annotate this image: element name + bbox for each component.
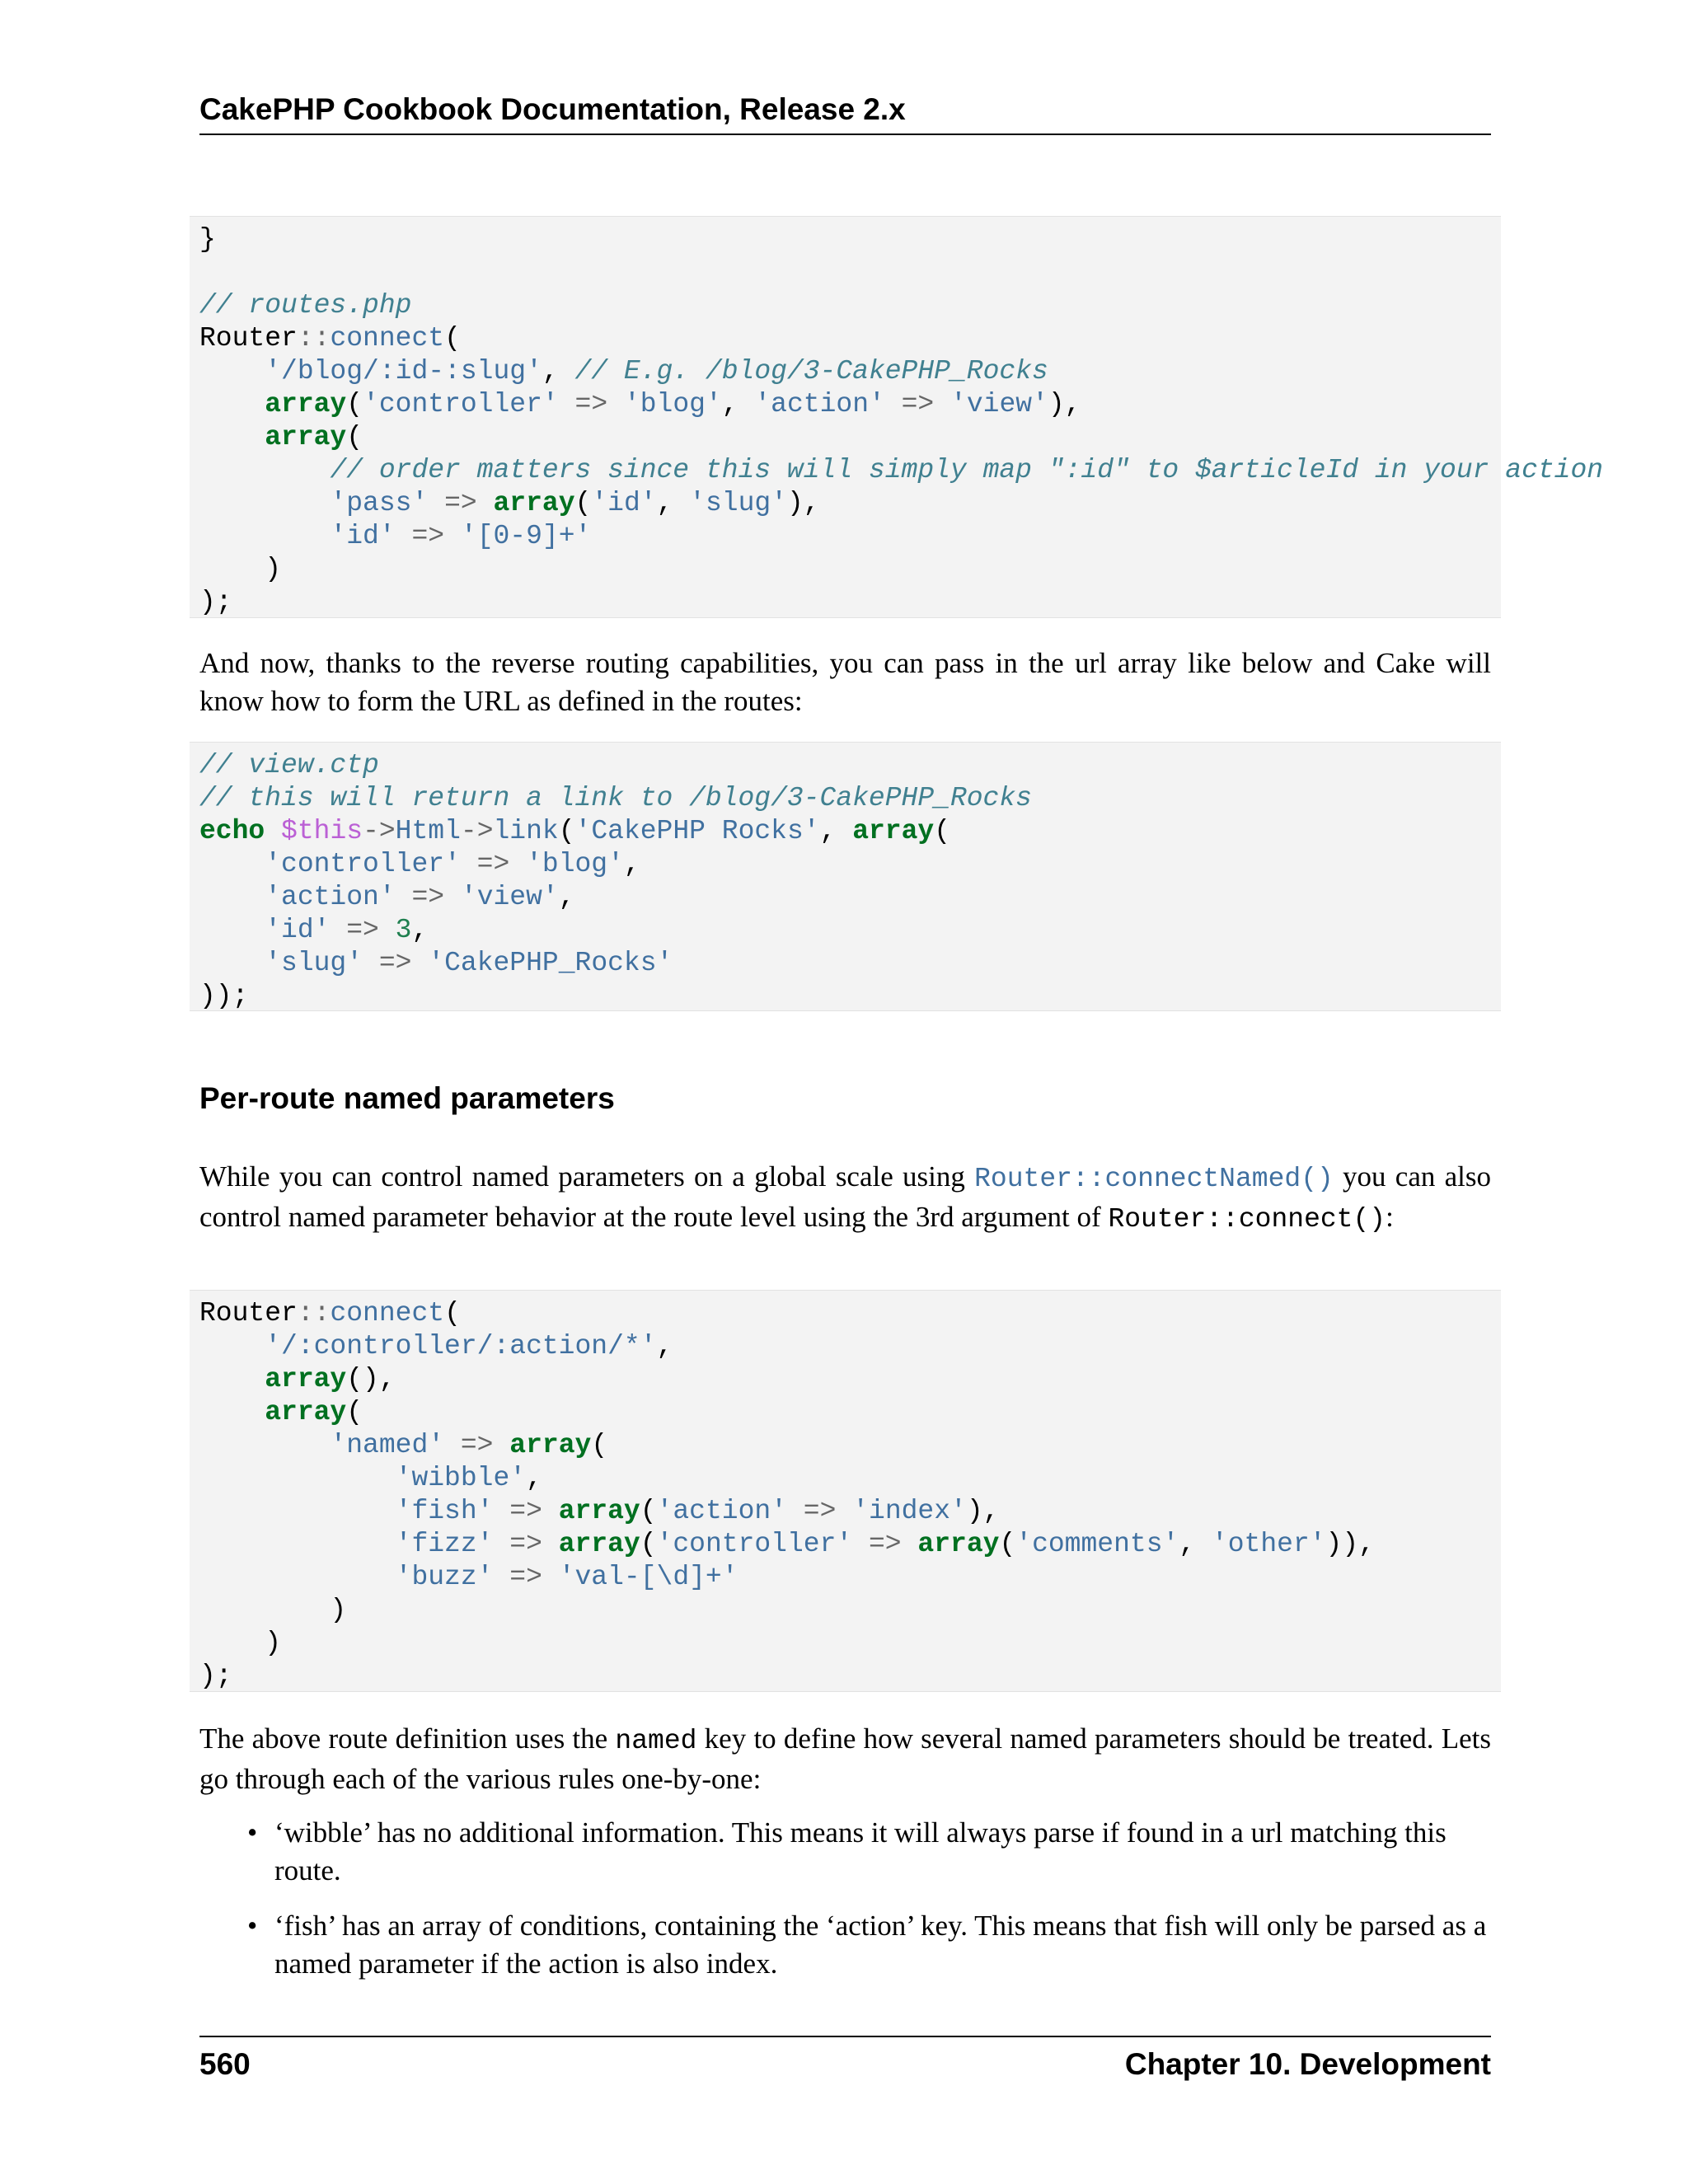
code-token: 'blog' (623, 389, 722, 419)
code-token: , (819, 816, 853, 846)
chapter-title: Chapter 10. Development (1124, 2047, 1491, 2081)
code-token: array (917, 1529, 1000, 1559)
code-line (199, 749, 1501, 782)
code-token (330, 915, 346, 945)
code-token: connect (330, 1298, 445, 1329)
code-line (199, 881, 1501, 914)
code-line (199, 782, 1501, 815)
code-token: :: (297, 323, 331, 354)
code-token: link (493, 816, 559, 846)
code-token (902, 1529, 918, 1559)
code-token (836, 1496, 852, 1526)
code-token: 'blog' (526, 849, 624, 879)
code-token: array (852, 816, 935, 846)
code-token: } (199, 224, 216, 255)
code-line (199, 586, 1501, 619)
code-token (199, 1430, 330, 1460)
code-token: Router (199, 1298, 298, 1329)
code-token: 'action' (656, 1496, 787, 1526)
code-token: array (493, 488, 575, 518)
code-token: , (656, 488, 690, 518)
paragraph-named-key (199, 1720, 1491, 1798)
code-token: )); (199, 981, 249, 1011)
code-block-routes (190, 216, 1604, 618)
code-line (199, 388, 1501, 421)
code-token: 'view' (460, 882, 559, 912)
code-token: => (901, 389, 935, 419)
code-token: 'fizz' (395, 1529, 494, 1559)
code-line (199, 322, 1501, 355)
code-token: ), (787, 488, 820, 518)
code-line (199, 1396, 1501, 1429)
code-token: , (558, 882, 575, 912)
code-token: , (1179, 1529, 1212, 1559)
code-token (396, 882, 412, 912)
code-token (199, 521, 330, 551)
footer-rule (199, 2036, 1491, 2037)
code-token: 'pass' (330, 488, 429, 518)
code-token (493, 1430, 509, 1460)
code-line (199, 1297, 1501, 1330)
code-token (542, 1529, 559, 1559)
code-line (199, 1330, 1501, 1363)
code-line (199, 848, 1501, 881)
code-token (199, 1364, 265, 1394)
inline-code: Router::connect() (1108, 1204, 1386, 1235)
text: The above route definition uses the (199, 1722, 616, 1755)
code-line (199, 1495, 1501, 1528)
code-token (493, 1496, 509, 1526)
code-token (199, 389, 265, 419)
code-token (542, 1562, 559, 1592)
code-token: , (526, 1463, 542, 1493)
code-token (199, 849, 265, 879)
list-item-text: ‘wibble’ has no additional information. This means it will always parse if found in a url matching this route. (274, 1816, 1447, 1886)
bullet-icon: • (247, 1816, 258, 1849)
code-token: => (869, 1529, 902, 1559)
code-line (199, 914, 1501, 947)
code-token (559, 389, 575, 419)
code-token: 'controller' (363, 389, 559, 419)
code-line (199, 355, 1501, 388)
code-token: => (444, 488, 477, 518)
code-token: ( (346, 422, 363, 452)
code-token: , (623, 849, 640, 879)
code-token (199, 882, 265, 912)
running-header: CakePHP Cookbook Documentation, Release 2.x (199, 92, 906, 126)
code-token: ( (574, 488, 592, 518)
code-token: 'action' (265, 882, 396, 912)
code-token: ); (199, 1661, 232, 1691)
code-token: '/:controller/:action/*' (265, 1331, 657, 1361)
inline-code: named (615, 1726, 697, 1756)
code-token (199, 915, 265, 945)
code-token: // this will return a link to /blog/3-CakePHP_Rocks (199, 783, 1032, 813)
code-line (199, 1594, 1501, 1627)
code-token: => (803, 1496, 837, 1526)
code-token: connect (330, 323, 445, 354)
code-token: ) (199, 1595, 347, 1625)
code-token: :: (297, 1298, 331, 1329)
code-line (199, 421, 1501, 454)
code-line (199, 1627, 1501, 1660)
code-token: ) (199, 1628, 282, 1658)
code-token (461, 849, 477, 879)
code-token (199, 948, 265, 978)
code-token (199, 422, 265, 452)
code-token: , (721, 389, 755, 419)
list-item (247, 1907, 1491, 1983)
code-token: 'fish' (395, 1496, 494, 1526)
code-token: array (558, 1496, 640, 1526)
code-token: array (265, 422, 347, 452)
code-token: => (411, 521, 445, 551)
code-token: ), (1048, 389, 1081, 419)
code-token (265, 816, 281, 846)
code-token: => (411, 882, 445, 912)
code-token (199, 356, 265, 387)
paragraph-reverse-routing: And now, thanks to the reverse routing capabilities, you can pass in the url array like below and Cake will know how to form the URL as defined in the routes: (199, 647, 1491, 717)
list-item-text: ‘fish’ has an array of conditions, containing the ‘action’ key. This means that fish will only be parsed as a named parameter if the action is also index. (274, 1910, 1487, 1980)
code-token: => (509, 1562, 542, 1592)
code-line (199, 1528, 1501, 1561)
code-token: ); (199, 587, 232, 617)
code-token: 'id' (265, 915, 331, 945)
code-token: 'action' (754, 389, 885, 419)
code-token: 'CakePHP_Rocks' (428, 948, 673, 978)
code-line (199, 553, 1501, 586)
code-token: 'id' (591, 488, 657, 518)
code-line (199, 980, 1501, 1013)
code-token (493, 1529, 509, 1559)
code-token: ) (199, 554, 282, 584)
code-token (199, 1562, 396, 1592)
code-token (444, 882, 461, 912)
code-token (477, 488, 494, 518)
code-token: 'index' (852, 1496, 967, 1526)
code-token: ( (640, 1529, 657, 1559)
code-token (542, 1496, 559, 1526)
code-token: => (574, 389, 608, 419)
code-token: '/blog/:id-:slug' (265, 356, 542, 387)
code-token: 'other' (1211, 1529, 1326, 1559)
code-token: 'wibble' (395, 1463, 527, 1493)
text: you can also control named parameter behavior at the route level using the 3rd argument of (199, 1160, 1491, 1233)
code-token: // view.ctp (199, 750, 379, 780)
code-line (199, 1561, 1501, 1594)
code-token: // routes.php (199, 290, 412, 321)
code-token: 'comments' (1015, 1529, 1179, 1559)
code-token: ( (640, 1496, 657, 1526)
code-token: 'controller' (656, 1529, 853, 1559)
code-line (199, 289, 1501, 322)
code-token: ( (591, 1430, 608, 1460)
code-block-named (190, 1290, 1501, 1692)
code-token: array (265, 389, 347, 419)
code-token: -> (460, 816, 494, 846)
text: While you can control named parameters on a global scale using (199, 1160, 975, 1193)
code-token: Html (395, 816, 461, 846)
code-token: (), (346, 1364, 396, 1394)
code-token: // E.g. /blog/3-CakePHP_Rocks (574, 356, 1048, 387)
code-line (199, 815, 1501, 848)
code-token (444, 1430, 461, 1460)
header-rule (199, 134, 1491, 135)
code-token: 'buzz' (395, 1562, 494, 1592)
code-line (199, 947, 1501, 980)
code-token (199, 488, 330, 518)
code-line (199, 454, 1604, 487)
code-token: '[0-9]+' (460, 521, 592, 551)
text: key to define how several named parameters should be treated. Lets go through each of the various rules one-by-one: (199, 1722, 1491, 1795)
code-token: array (265, 1397, 347, 1427)
text: : (1386, 1201, 1394, 1233)
code-token: 'named' (330, 1430, 445, 1460)
code-line (199, 256, 1501, 289)
code-token: 'id' (330, 521, 396, 551)
code-token: , (542, 356, 575, 387)
code-token: ( (444, 1298, 461, 1329)
code-token: ( (346, 1397, 363, 1427)
code-token: => (509, 1496, 542, 1526)
code-token: echo (199, 816, 265, 846)
code-token: => (346, 915, 379, 945)
code-token: array (265, 1364, 347, 1394)
code-token: => (460, 1430, 494, 1460)
code-token: 'controller' (265, 849, 461, 879)
code-token: array (558, 1529, 640, 1559)
code-token: ( (346, 389, 363, 419)
code-token: 'slug' (265, 948, 363, 978)
code-token (379, 915, 396, 945)
code-token: , (411, 915, 429, 945)
section-heading: Per-route named parameters (199, 1081, 615, 1115)
code-line (199, 1660, 1501, 1693)
code-token (787, 1496, 804, 1526)
code-token: // order matters since this will simply map ":id" to $articleId in your action (330, 455, 1604, 485)
code-token (607, 389, 624, 419)
code-token: 'view' (950, 389, 1048, 419)
code-token: array (509, 1430, 592, 1460)
code-token (199, 1397, 265, 1427)
code-token: Router (199, 323, 298, 354)
code-token: 'slug' (689, 488, 787, 518)
link-connect-named[interactable]: Router::connectNamed() (974, 1164, 1334, 1194)
code-block-view (190, 742, 1501, 1011)
code-line (199, 520, 1501, 553)
code-token: => (509, 1529, 542, 1559)
code-token: => (378, 948, 412, 978)
code-token (885, 389, 902, 419)
page-number: 560 (199, 2047, 251, 2081)
code-token: ( (558, 816, 575, 846)
code-token (363, 948, 379, 978)
code-token (444, 521, 461, 551)
code-token: ( (999, 1529, 1016, 1559)
code-token (428, 488, 444, 518)
code-token: => (476, 849, 510, 879)
code-token (199, 455, 330, 485)
code-token: , (656, 1331, 673, 1361)
code-token: 3 (395, 915, 412, 945)
code-line (199, 1429, 1501, 1462)
code-token (852, 1529, 869, 1559)
paragraph-per-route (199, 1158, 1491, 1239)
list-item (247, 1814, 1491, 1890)
code-token: 'CakePHP Rocks' (574, 816, 820, 846)
code-token (199, 1463, 396, 1493)
code-token (199, 1529, 396, 1559)
code-token: $this (281, 816, 363, 846)
code-token: -> (363, 816, 396, 846)
code-token (509, 849, 526, 879)
code-token (934, 389, 950, 419)
code-token (493, 1562, 509, 1592)
code-token: ), (966, 1496, 1000, 1526)
code-line (199, 1363, 1501, 1396)
code-line (199, 487, 1501, 520)
code-line (199, 223, 1501, 256)
bullet-icon: • (247, 1910, 258, 1942)
code-token: ( (934, 816, 951, 846)
code-token (199, 1331, 265, 1361)
code-token: 'val-[\d]+' (558, 1562, 738, 1592)
code-token (199, 1496, 396, 1526)
code-token (411, 948, 428, 978)
code-token: )), (1325, 1529, 1375, 1559)
code-token (396, 521, 412, 551)
code-token: ( (444, 323, 461, 354)
code-line (199, 1462, 1501, 1495)
